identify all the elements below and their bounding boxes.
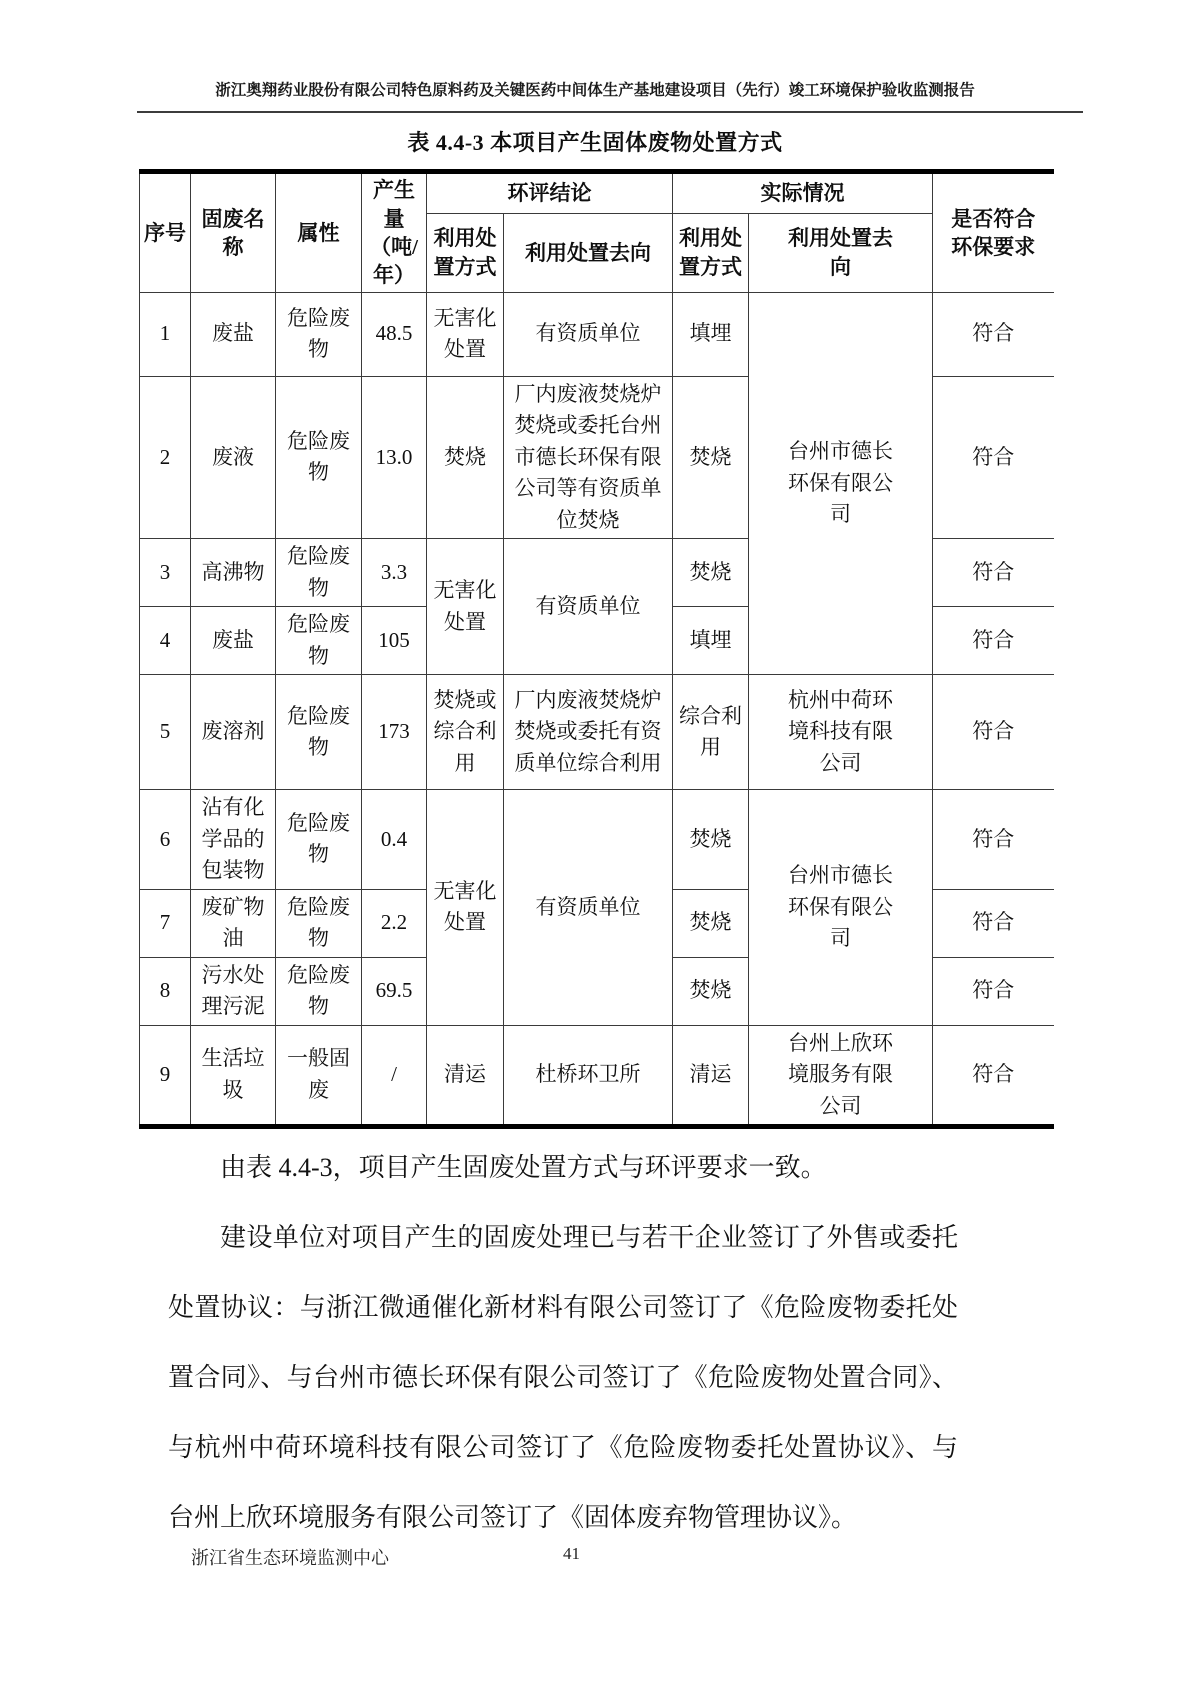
cell-eia-method: 焚烧 <box>427 376 504 539</box>
cell-eia-method: 无害化处置 <box>427 539 504 675</box>
cell-actual-method: 填埋 <box>673 607 749 675</box>
table-row <box>140 292 1054 376</box>
header-eia-destination: 利用处置去向 <box>504 213 673 292</box>
cell-seq: 5 <box>140 675 191 790</box>
cell-attribute: 危险废物 <box>276 790 362 890</box>
cell-eia-destination: 厂内废液焚烧炉焚烧或委托台州市德长环保有限公司等有资质单位焚烧 <box>504 376 673 539</box>
cell-actual-method: 填埋 <box>673 292 749 376</box>
cell-actual-method: 清运 <box>673 1025 749 1127</box>
cell-amount: 69.5 <box>362 957 427 1025</box>
cell-actual-method: 焚烧 <box>673 790 749 890</box>
waste-disposal-table <box>139 169 1054 1129</box>
cell-eia-destination: 厂内废液焚烧炉焚烧或委托有资质单位综合利用 <box>504 675 673 790</box>
header-waste-name: 固废名称 <box>191 172 276 292</box>
page-header <box>150 78 1040 104</box>
cell-actual-destination: 杭州中荷环境科技有限公司 <box>749 675 933 790</box>
table-row <box>140 675 1054 790</box>
cell-eia-destination: 杜桥环卫所 <box>504 1025 673 1127</box>
cell-compliance: 符合 <box>933 1025 1054 1127</box>
cell-waste-name: 高沸物 <box>191 539 276 607</box>
cell-eia-destination: 有资质单位 <box>504 539 673 675</box>
cell-eia-method: 焚烧或综合利用 <box>427 675 504 790</box>
cell-waste-name: 沾有化学品的包装物 <box>191 790 276 890</box>
page-header-text: 浙江奥翔药业股份有限公司特色原料药及关键医药中间体生产基地建设项目（先行）竣工环境保护验收监测报告 <box>215 82 975 99</box>
cell-attribute: 危险废物 <box>276 292 362 376</box>
cell-attribute: 危险废物 <box>276 607 362 675</box>
cell-seq: 8 <box>140 957 191 1025</box>
cell-amount: 2.2 <box>362 889 427 957</box>
cell-compliance: 符合 <box>933 539 1054 607</box>
header-actual-group: 实际情况 <box>673 172 933 214</box>
cell-amount: 173 <box>362 675 427 790</box>
cell-compliance: 符合 <box>933 675 1054 790</box>
cell-compliance: 符合 <box>933 889 1054 957</box>
cell-waste-name: 废矿物油 <box>191 889 276 957</box>
cell-seq: 7 <box>140 889 191 957</box>
header-attribute: 属性 <box>276 172 362 292</box>
cell-attribute: 危险废物 <box>276 376 362 539</box>
cell-actual-method: 综合利用 <box>673 675 749 790</box>
cell-compliance: 符合 <box>933 607 1054 675</box>
cell-waste-name: 废盐 <box>191 607 276 675</box>
header-amount: 产生量（吨/年） <box>362 172 427 292</box>
table-title: 表 4.4-3 本项目产生固体废物处置方式 <box>407 130 783 156</box>
cell-seq: 1 <box>140 292 191 376</box>
paragraph-conclusion: 由表 4.4-3，项目产生固废处置方式与环评要求一致。 <box>220 1153 827 1183</box>
paragraph-agreements: 建设单位对项目产生的固废处理已与若干企业签订了外售或委托处置协议：与浙江微通催化新材料有限公司签订了《危险废物委托处置合同》、与台州市德长环保有限公司签订了《危险废物处置合同》、与杭州中荷环境科技有限公司签订了《危险废物委托处置协议》、与台州上欣环境服务有限公司签订了《固体废弃物管理协议》。 <box>168 1223 958 1533</box>
cell-actual-destination: 台州上欣环境服务有限公司 <box>749 1025 933 1127</box>
cell-seq: 9 <box>140 1025 191 1127</box>
body-text <box>168 1133 958 1553</box>
cell-seq: 6 <box>140 790 191 890</box>
cell-attribute: 危险废物 <box>276 539 362 607</box>
cell-actual-method: 焚烧 <box>673 957 749 1025</box>
table-header-row-1 <box>140 172 1054 214</box>
cell-compliance: 符合 <box>933 790 1054 890</box>
header-seq: 序号 <box>140 172 191 292</box>
cell-eia-destination: 有资质单位 <box>504 292 673 376</box>
cell-compliance: 符合 <box>933 292 1054 376</box>
cell-amount: / <box>362 1025 427 1127</box>
cell-waste-name: 废液 <box>191 376 276 539</box>
cell-attribute: 危险废物 <box>276 889 362 957</box>
cell-actual-destination: 台州市德长环保有限公司 <box>749 292 933 675</box>
footer-organization: 浙江省生态环境监测中心 <box>191 1548 389 1568</box>
cell-waste-name: 污水处理污泥 <box>191 957 276 1025</box>
cell-compliance: 符合 <box>933 376 1054 539</box>
header-actual-destination: 利用处置去向 <box>749 213 933 292</box>
cell-amount: 105 <box>362 607 427 675</box>
cell-waste-name: 生活垃圾 <box>191 1025 276 1127</box>
cell-waste-name: 废盐 <box>191 292 276 376</box>
cell-actual-method: 焚烧 <box>673 539 749 607</box>
cell-attribute: 危险废物 <box>276 675 362 790</box>
cell-attribute: 危险废物 <box>276 957 362 1025</box>
cell-eia-destination: 有资质单位 <box>504 790 673 1026</box>
cell-amount: 48.5 <box>362 292 427 376</box>
cell-eia-method: 清运 <box>427 1025 504 1127</box>
header-actual-method: 利用处置方式 <box>673 213 749 292</box>
table-row <box>140 790 1054 890</box>
table-row <box>140 1025 1054 1127</box>
cell-seq: 3 <box>140 539 191 607</box>
header-eia-method: 利用处置方式 <box>427 213 504 292</box>
cell-actual-destination: 台州市德长环保有限公司 <box>749 790 933 1026</box>
cell-amount: 0.4 <box>362 790 427 890</box>
cell-eia-method: 无害化处置 <box>427 292 504 376</box>
cell-actual-method: 焚烧 <box>673 376 749 539</box>
cell-waste-name: 废溶剂 <box>191 675 276 790</box>
cell-amount: 13.0 <box>362 376 427 539</box>
cell-amount: 3.3 <box>362 539 427 607</box>
page-number: 41 <box>563 1544 580 1563</box>
cell-compliance: 符合 <box>933 957 1054 1025</box>
cell-eia-method: 无害化处置 <box>427 790 504 1026</box>
header-rule <box>137 111 1083 113</box>
cell-actual-method: 焚烧 <box>673 889 749 957</box>
cell-seq: 2 <box>140 376 191 539</box>
cell-seq: 4 <box>140 607 191 675</box>
cell-attribute: 一般固废 <box>276 1025 362 1127</box>
header-compliance: 是否符合环保要求 <box>933 172 1054 292</box>
header-eia-group: 环评结论 <box>427 172 673 214</box>
